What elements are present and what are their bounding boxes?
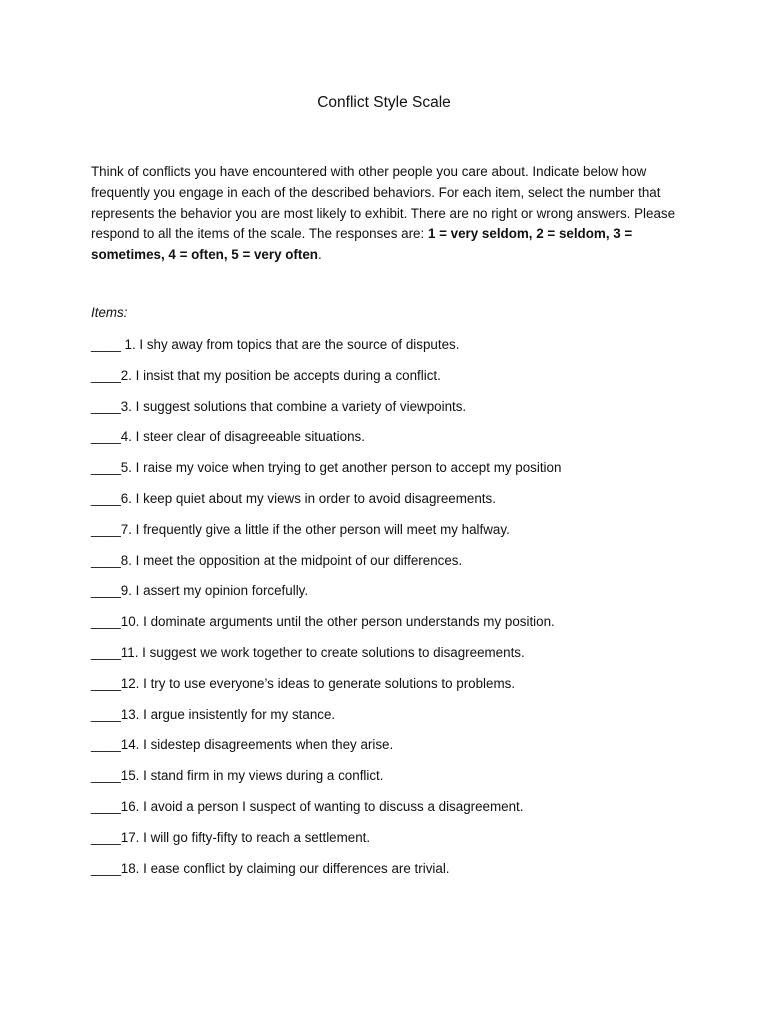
list-item: ____14. I sidestep disagreements when they arise. bbox=[91, 737, 394, 753]
instructions-end: . bbox=[317, 247, 322, 263]
list-item: ____12. I try to use everyone’s ideas to generate solutions to problems. bbox=[91, 675, 516, 691]
list-item: ____9. I assert my opinion forcefully. bbox=[91, 583, 309, 599]
list-item: ____6. I keep quiet about my views in order to avoid disagreements. bbox=[91, 490, 496, 506]
list-item: ____8. I meet the opposition at the midpoint of our differences. bbox=[91, 552, 463, 568]
list-item: ____13. I argue insistently for my stance. bbox=[91, 706, 336, 722]
list-item: ____11. I suggest we work together to create solutions to disagreements. bbox=[91, 644, 525, 660]
items-label: Items: bbox=[91, 305, 128, 320]
instructions-paragraph bbox=[91, 162, 681, 266]
list-item: ____5. I raise my voice when trying to get another person to accept my position bbox=[91, 460, 562, 476]
list-item: ____ 1. I shy away from topics that are the source of disputes. bbox=[91, 337, 460, 352]
list-item: ____7. I frequently give a little if the other person will meet my halfway. bbox=[91, 521, 510, 537]
list-item: ____16. I avoid a person I suspect of wanting to discuss a disagreement. bbox=[91, 798, 524, 814]
list-item: ____17. I will go fifty-fifty to reach a settlement. bbox=[91, 829, 371, 845]
list-item: ____4. I steer clear of disagreeable situations. bbox=[91, 429, 365, 445]
page-title: Conflict Style Scale bbox=[317, 94, 451, 111]
instructions-text: Think of conflicts you have encountered with other people you care about. Indicate below how frequently you engage in each of the described behaviors. For each item, select the number that represents the behavior you are most likely to exhibit. There are no right or wrong answers. Please respond to all the items of the scale. The responses are: bbox=[91, 164, 676, 242]
list-item: ____3. I suggest solutions that combine a variety of viewpoints. bbox=[91, 398, 467, 414]
list-item: ____18. I ease conflict by claiming our differences are trivial. bbox=[91, 860, 450, 876]
list-item: ____2. I insist that my position be accepts during a conflict. bbox=[91, 367, 441, 383]
response-scale: 1 = very seldom, 2 = seldom, 3 = sometimes, 4 = often, 5 = very often bbox=[91, 226, 633, 263]
list-item: ____15. I stand firm in my views during a conflict. bbox=[91, 768, 384, 784]
items-list bbox=[91, 336, 711, 890]
list-item: ____10. I dominate arguments until the other person understands my position. bbox=[91, 614, 555, 630]
